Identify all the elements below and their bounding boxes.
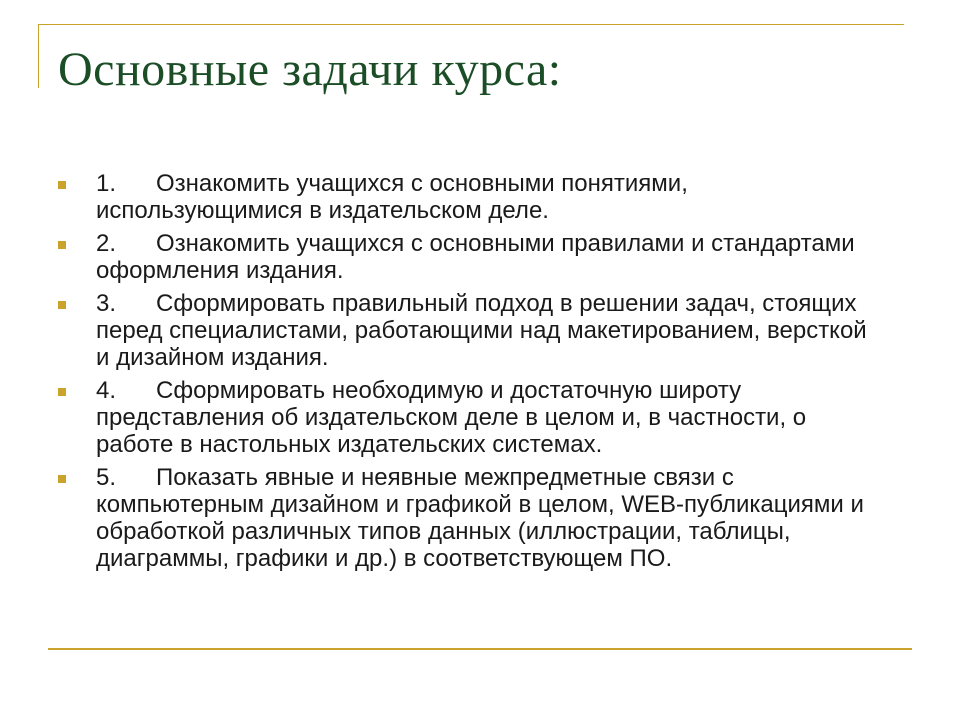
square-bullet-icon xyxy=(58,475,66,483)
square-bullet-icon xyxy=(58,388,66,396)
square-bullet-icon xyxy=(58,241,66,249)
frame-left-line xyxy=(38,24,39,88)
task-list xyxy=(58,170,878,578)
task-number: 4. xyxy=(96,377,117,404)
list-item xyxy=(58,170,878,224)
task-number: 5. xyxy=(96,464,117,491)
task-text: Ознакомить учащихся с основными понятиями, использующимися в издательском деле. xyxy=(96,170,688,224)
task-text: Показать явные и неявные межпредметные связи с компьютерным дизайном и графикой в целом, WEB-публикациями и обработкой различных типов данных (иллюстрации, таблицы, диаграммы, графики и др.) в соответствующем ПО. xyxy=(96,464,864,572)
list-item xyxy=(58,230,878,284)
list-item xyxy=(58,290,878,371)
frame-bottom-line xyxy=(48,648,912,650)
task-text: Сформировать правильный подход в решении задач, стоящих перед специалистами, работающими над макетированием, версткой и дизайном издания. xyxy=(96,290,867,371)
list-item xyxy=(58,464,878,572)
list-item xyxy=(58,377,878,458)
task-text: Сформировать необходимую и достаточную широту представления об издательском деле в целом и, в частности, о работе в настольных издательских системах. xyxy=(96,377,807,458)
slide-title: Основные задачи курса: xyxy=(58,43,562,96)
square-bullet-icon xyxy=(58,301,66,309)
task-number: 3. xyxy=(96,290,117,317)
frame-top-line xyxy=(38,24,904,25)
task-number: 1. xyxy=(96,170,117,197)
task-text: Ознакомить учащихся с основными правилами и стандартами оформления издания. xyxy=(96,230,855,284)
task-number: 2. xyxy=(96,230,117,257)
square-bullet-icon xyxy=(58,181,66,189)
